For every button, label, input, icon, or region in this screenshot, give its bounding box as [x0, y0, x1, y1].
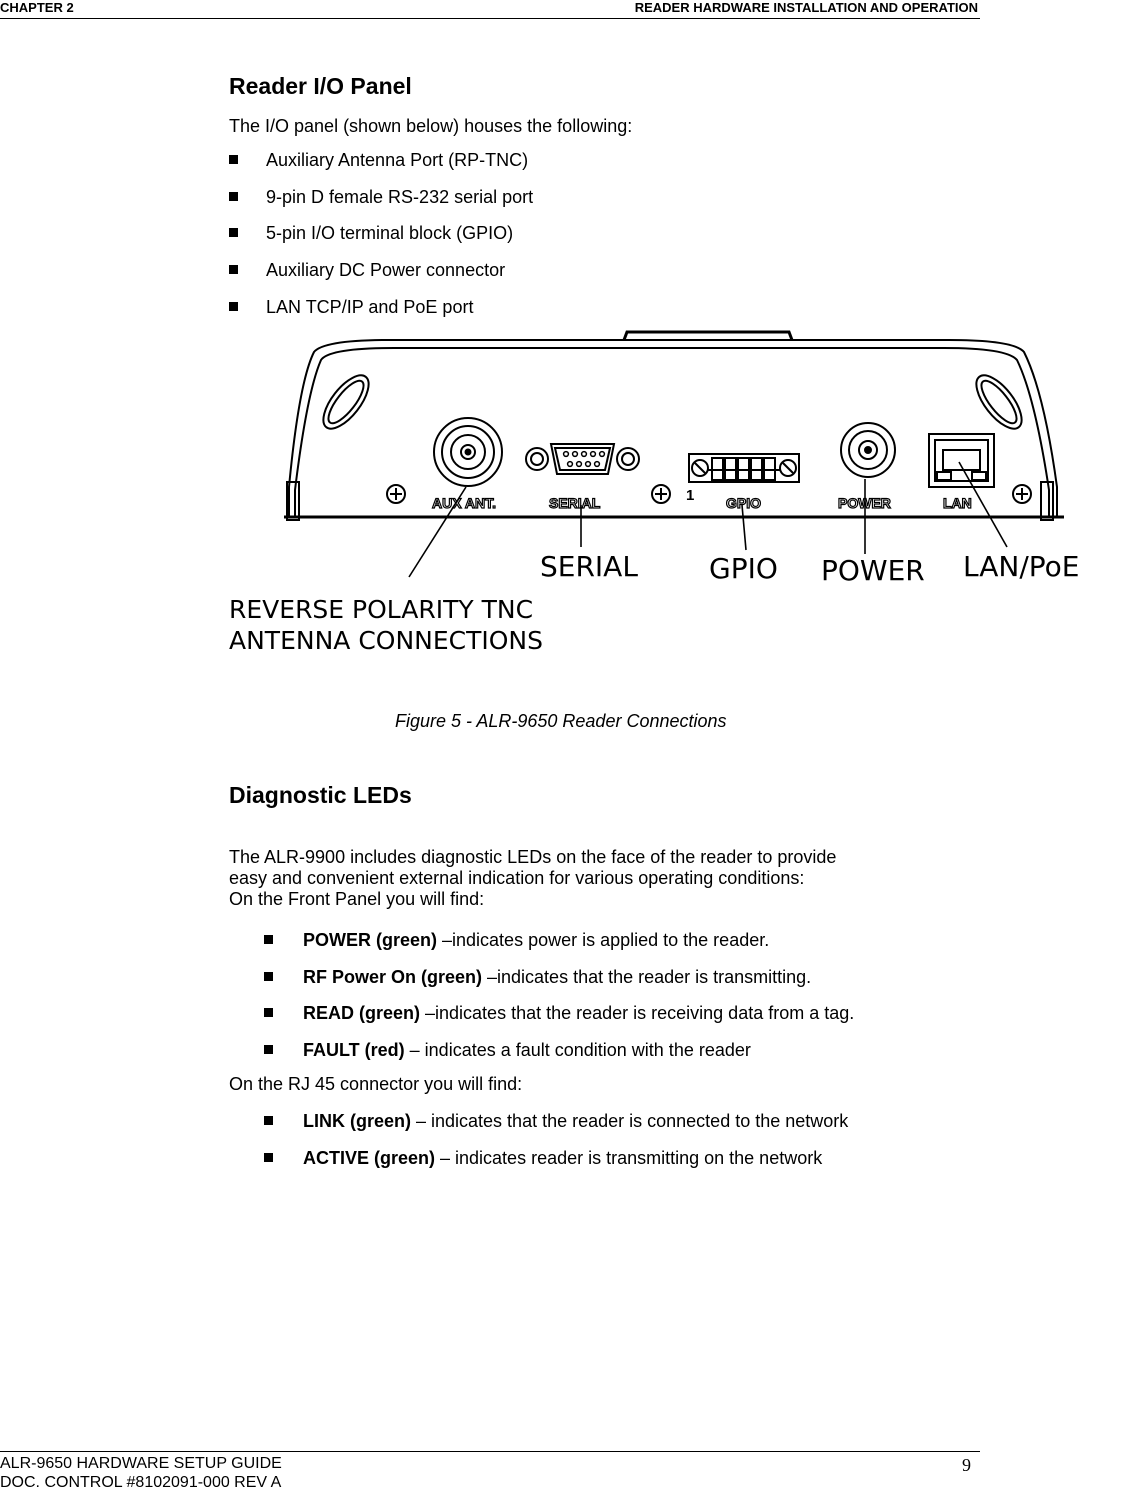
list-item: Auxiliary DC Power connector	[229, 258, 533, 295]
chapter-label: CHAPTER 2	[0, 0, 74, 15]
list-item: Auxiliary Antenna Port (RP-TNC)	[229, 148, 533, 185]
panel-label-lan: LAN	[943, 495, 972, 511]
footer-doc-control: DOC. CONTROL #8102091-000 REV A	[0, 1474, 282, 1491]
diagnostic-heading: Diagnostic LEDs	[229, 782, 412, 808]
panel-label-gpio: GPIO	[726, 495, 762, 511]
bullet-icon	[264, 1116, 273, 1125]
callout-power: POWER	[821, 554, 925, 587]
bullet-icon	[264, 935, 273, 944]
bullet-icon	[229, 228, 238, 237]
diagnostic-intro-line2: easy and convenient external indication for various operating conditions:	[229, 868, 805, 888]
callout-lan-poe: LAN/PoE	[963, 550, 1080, 583]
list-item: READ (green) –indicates that the reader is receiving data from a tag.	[264, 1001, 854, 1038]
panel-label-pin-one: 1	[686, 487, 695, 504]
list-item: FAULT (red) – indicates a fault condition with the reader	[264, 1038, 854, 1075]
callout-tnc-line2: ANTENNA CONNECTIONS	[229, 626, 544, 655]
bullet-icon	[264, 972, 273, 981]
list-item: 5-pin I/O terminal block (GPIO)	[229, 221, 533, 258]
callout-serial: SERIAL	[540, 550, 638, 583]
reader-connections-figure	[229, 322, 1099, 662]
front-panel-intro: On the Front Panel you will find:	[229, 889, 485, 909]
bullet-icon	[229, 192, 238, 201]
list-item: 9-pin D female RS-232 serial port	[229, 185, 533, 222]
callout-gpio: GPIO	[709, 552, 778, 585]
panel-label-power: POWER	[838, 495, 891, 511]
callout-tnc-line1: REVERSE POLARITY TNC	[229, 595, 534, 624]
bullet-icon	[229, 155, 238, 164]
bullet-icon	[264, 1045, 273, 1054]
footer-guide-title: ALR-9650 HARDWARE SETUP GUIDE	[0, 1455, 282, 1472]
io-panel-list	[229, 148, 533, 331]
bullet-icon	[229, 302, 238, 311]
list-item: POWER (green) –indicates power is applied to the reader.	[264, 928, 854, 965]
panel-label-serial: SERIAL	[549, 495, 601, 511]
figure-caption: Figure 5 - ALR-9650 Reader Connections	[395, 711, 727, 731]
diagnostic-intro-line1: The ALR-9900 includes diagnostic LEDs on the face of the reader to provide	[229, 847, 837, 867]
list-item: LAN TCP/IP and PoE port	[229, 295, 533, 332]
io-panel-intro: The I/O panel (shown below) houses the following:	[229, 116, 633, 136]
rj45-intro: On the RJ 45 connector you will find:	[229, 1074, 523, 1094]
front-panel-led-list	[264, 928, 854, 1074]
io-panel-heading: Reader I/O Panel	[229, 73, 412, 99]
list-item: ACTIVE (green) – indicates reader is transmitting on the network	[264, 1146, 848, 1183]
list-item: RF Power On (green) –indicates that the reader is transmitting.	[264, 965, 854, 1002]
footer-divider	[0, 1451, 980, 1452]
bullet-icon	[229, 265, 238, 274]
list-item: LINK (green) – indicates that the reader is connected to the network	[264, 1109, 848, 1146]
rj45-led-list	[264, 1109, 848, 1182]
page-number: 9	[962, 1455, 971, 1475]
panel-label-aux-ant: AUX ANT.	[432, 495, 497, 511]
page-header	[0, 0, 980, 19]
bullet-icon	[264, 1008, 273, 1017]
bullet-icon	[264, 1153, 273, 1162]
section-label: READER HARDWARE INSTALLATION AND OPERATION	[634, 0, 978, 15]
